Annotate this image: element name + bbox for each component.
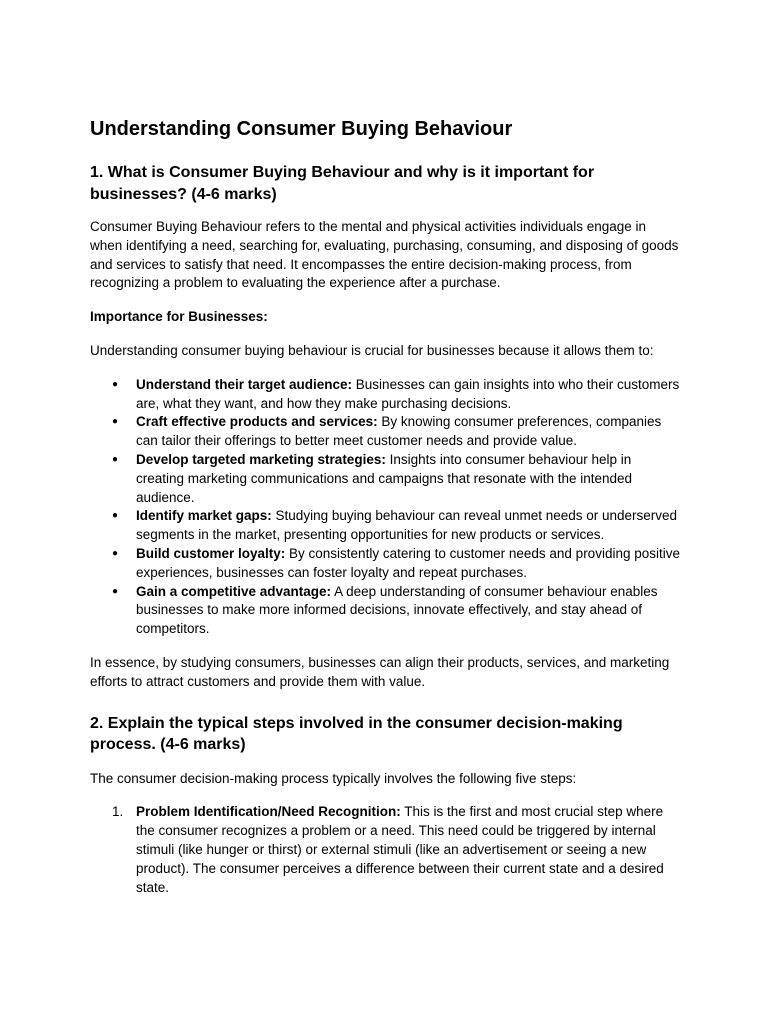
bullet-icon: ● [112, 416, 119, 428]
list-item [90, 451, 682, 507]
bullet-icon: ● [112, 585, 119, 597]
bullet-text: Insights into consumer behaviour help in creating marketing communications and campaigns that resonate with the intended audience. [136, 451, 633, 505]
importance-intro: Understanding consumer buying behaviour is crucial for businesses because it allows them to: [90, 342, 654, 358]
question-2-heading: 2. Explain the typical steps involved in the consumer decision-making process. (4-6 marks) [90, 714, 623, 754]
importance-heading: Importance for Businesses: [90, 309, 268, 325]
question-1-conclusion: In essence, by studying consumers, businesses can align their products, services, and marketing efforts to attract customers and provide them with value. [90, 654, 670, 689]
question-2-intro: The consumer decision-making process typically involves the following five steps: [90, 770, 577, 786]
bullet-icon: ● [112, 378, 119, 390]
bullet-text: By consistently catering to customer needs and providing positive experiences, businesses can foster loyalty and repeat purchases. [136, 545, 680, 580]
importance-list [90, 376, 682, 639]
bullet-term: Understand their target audience: [136, 376, 353, 392]
bullet-term: Identify market gaps: [136, 508, 272, 524]
document-title: Understanding Consumer Buying Behaviour [90, 118, 513, 140]
list-item [90, 803, 682, 897]
steps-list [90, 803, 682, 897]
question-1-heading: 1. What is Consumer Buying Behaviour and why is it important for businesses? (4-6 marks) [90, 164, 595, 203]
bullet-text: By knowing consumer preferences, companies can tailor their offerings to better meet customer needs and provide value. [136, 414, 662, 449]
bullet-text: Studying buying behaviour can reveal unmet needs or underserved segments in the market, presenting opportunities for new products or services. [136, 508, 678, 543]
list-item [90, 583, 682, 639]
bullet-icon: ● [112, 547, 119, 559]
list-item [90, 545, 682, 583]
bullet-icon: ● [112, 510, 119, 522]
step-number: 1. [112, 804, 124, 820]
bullet-text: Businesses can gain insights into who their customers are, what they want, and how they make purchasing decisions. [136, 376, 680, 411]
document-page [90, 114, 682, 897]
bullet-term: Develop targeted marketing strategies: [136, 451, 386, 467]
step-term: Problem Identification/Need Recognition: [136, 804, 401, 820]
bullet-icon: ● [112, 453, 119, 465]
bullet-text: A deep understanding of consumer behaviour enables businesses to make more informed decisions, innovate effectively, and stay ahead of competitors. [136, 583, 658, 637]
bullet-term: Build customer loyalty: [136, 545, 286, 561]
bullet-term: Craft effective products and services: [136, 414, 378, 430]
list-item [90, 376, 682, 414]
list-item [90, 413, 682, 451]
step-text: This is the first and most crucial step where the consumer recognizes a problem or a need. This need could be triggered by internal stimuli (like hunger or thirst) or external stimuli (like an advertisement or seeing a new product). The consumer perceives a difference between their current state and a desired state. [136, 804, 664, 895]
list-item [90, 507, 682, 545]
bullet-term: Gain a competitive advantage: [136, 583, 332, 599]
question-1-intro: Consumer Buying Behaviour refers to the mental and physical activities individuals engage in when identifying a need, searching for, evaluating, purchasing, consuming, and disposing of goods and services to satisfy that need. It encompasses the entire decision-making process, from recognizing a problem to evaluating the experience after a purchase. [90, 219, 679, 291]
